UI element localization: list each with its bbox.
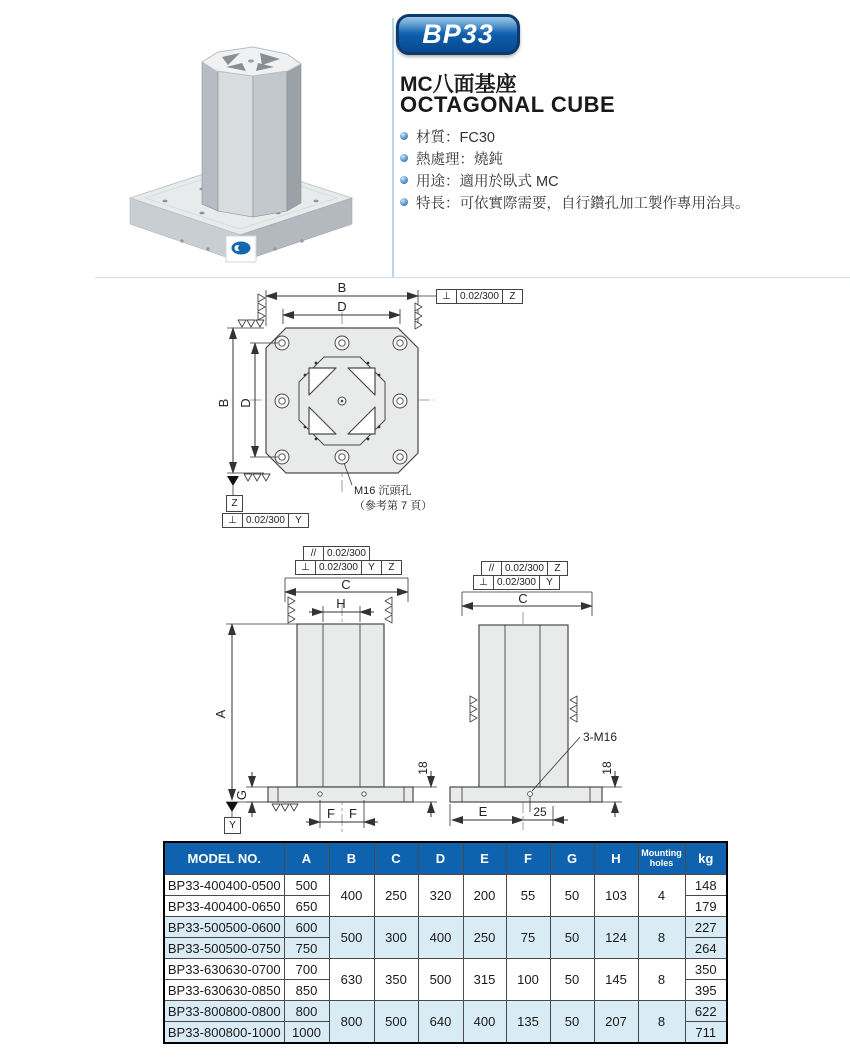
- datum-triangle-z: [227, 476, 239, 486]
- cell-c: 250: [374, 875, 418, 917]
- col-header-kg: kg: [685, 842, 727, 875]
- table-row: [164, 959, 727, 980]
- dim-label-d-left: D: [238, 398, 253, 408]
- cell-a: 1000: [284, 1022, 329, 1044]
- table-row: [164, 1001, 727, 1022]
- col-header-f: F: [506, 842, 550, 875]
- cell-c: 350: [374, 959, 418, 1001]
- gdt-symbol: ⊥: [473, 575, 494, 590]
- cell-a: 600: [284, 917, 329, 938]
- m16-callout-line2: （參考第 7 頁）: [354, 500, 433, 512]
- gdt-value: 0.02/300: [242, 513, 289, 528]
- col-header-holes: Mounting holes: [638, 842, 685, 875]
- datum-box-y: Y: [224, 817, 241, 834]
- cell-model: BP33-500500-0600: [164, 917, 284, 938]
- cell-f: 75: [506, 917, 550, 959]
- spec-text: 特長：可依實際需要，自行鑽孔加工製作專用治具。: [416, 195, 750, 212]
- gdt-frame-side-parallel: [481, 561, 567, 576]
- cell-e: 315: [463, 959, 506, 1001]
- gdt-value: 0.02/300: [501, 561, 548, 576]
- gdt-datum: Y: [539, 575, 560, 590]
- product-title-en: OCTAGONAL CUBE: [400, 92, 616, 117]
- dim-label-b-top: B: [337, 280, 347, 295]
- m16-callout-line1: M16 沉頭孔: [354, 485, 412, 497]
- cell-e: 250: [463, 917, 506, 959]
- cell-kg: 395: [685, 980, 727, 1001]
- spec-item: [400, 125, 750, 147]
- cell-model: BP33-800800-0800: [164, 1001, 284, 1022]
- cell-h: 207: [594, 1001, 638, 1044]
- gdt-datum: Z: [381, 560, 402, 575]
- cell-model: BP33-630630-0700: [164, 959, 284, 980]
- side-view: [450, 591, 622, 830]
- spec-item: [400, 169, 750, 191]
- col-header-b: B: [329, 842, 374, 875]
- dim-label-18-front: 18: [416, 761, 430, 775]
- gdt-value: 0.02/300: [493, 575, 540, 590]
- dim-label-f1: F: [327, 806, 335, 821]
- cell-a: 700: [284, 959, 329, 980]
- gdt-value: 0.02/300: [323, 546, 370, 561]
- col-header-e: E: [463, 842, 506, 875]
- cell-h: 103: [594, 875, 638, 917]
- cell-f: 135: [506, 1001, 550, 1044]
- col-header-c: C: [374, 842, 418, 875]
- cell-d: 500: [418, 959, 463, 1001]
- callout-3m16: 3-M16: [583, 730, 618, 744]
- cell-holes: 8: [638, 1001, 685, 1044]
- cell-holes: 8: [638, 917, 685, 959]
- cell-b: 500: [329, 917, 374, 959]
- m16-callout: [354, 484, 432, 514]
- cell-b: 630: [329, 959, 374, 1001]
- dim-label-e: E: [478, 804, 488, 819]
- spec-item: [400, 191, 750, 213]
- col-header-model: MODEL NO.: [164, 842, 284, 875]
- gdt-frame-topview-right: [436, 289, 522, 304]
- cell-a: 800: [284, 1001, 329, 1022]
- datum-triangle-y: [226, 802, 238, 812]
- cell-kg: 227: [685, 917, 727, 938]
- column-top-center-hole: [248, 59, 254, 62]
- cell-a: 500: [284, 875, 329, 896]
- cell-c: 500: [374, 1001, 418, 1044]
- dim-label-h: H: [336, 596, 346, 611]
- dim-label-25: 25: [533, 805, 547, 819]
- bullet-icon: [400, 154, 408, 162]
- cell-kg: 350: [685, 959, 727, 980]
- table-row: [164, 875, 727, 896]
- cell-model: BP33-630630-0850: [164, 980, 284, 1001]
- gdt-symbol: //: [481, 561, 502, 576]
- front-view-base: [268, 787, 413, 802]
- top-view: [216, 280, 436, 495]
- cell-c: 300: [374, 917, 418, 959]
- dim-label-a: A: [213, 709, 228, 719]
- gdt-symbol: ⊥: [295, 560, 316, 575]
- spec-text: 用途：適用於臥式 MC: [416, 173, 559, 190]
- cell-b: 800: [329, 1001, 374, 1044]
- dim-label-18-side: 18: [600, 761, 614, 775]
- cell-f: 100: [506, 959, 550, 1001]
- dim-label-c-front: C: [341, 577, 351, 592]
- cell-kg: 711: [685, 1022, 727, 1044]
- cell-f: 55: [506, 875, 550, 917]
- technical-drawing: [0, 278, 850, 840]
- product-photo-render: [90, 5, 390, 270]
- product-photo: [90, 5, 390, 270]
- dim-label-g: G: [234, 789, 249, 801]
- spec-text: 材質：FC30: [416, 129, 495, 146]
- dim-label-b-left: B: [216, 398, 231, 408]
- cell-kg: 148: [685, 875, 727, 896]
- side-view-column: [479, 625, 568, 787]
- cell-h: 145: [594, 959, 638, 1001]
- table-header-row: [164, 842, 727, 875]
- col-header-g: G: [550, 842, 594, 875]
- cell-kg: 264: [685, 938, 727, 959]
- cell-h: 124: [594, 917, 638, 959]
- model-badge: BP33: [396, 14, 520, 55]
- cell-kg: 622: [685, 1001, 727, 1022]
- side-view-base: [450, 787, 602, 802]
- cell-g: 50: [550, 875, 594, 917]
- gdt-value: 0.02/300: [315, 560, 362, 575]
- bullet-icon: [400, 132, 408, 140]
- gdt-datum: Y: [288, 513, 309, 528]
- gdt-frame-topview-bottom: [222, 513, 308, 528]
- vertical-divider: [392, 18, 394, 277]
- cell-e: 400: [463, 1001, 506, 1044]
- col-header-d: D: [418, 842, 463, 875]
- cell-holes: 8: [638, 959, 685, 1001]
- cell-d: 400: [418, 917, 463, 959]
- gdt-symbol: //: [303, 546, 324, 561]
- dim-label-d-top: D: [337, 299, 347, 314]
- cell-kg: 179: [685, 896, 727, 917]
- spec-item: [400, 147, 750, 169]
- cell-g: 50: [550, 1001, 594, 1044]
- cell-g: 50: [550, 917, 594, 959]
- product-title-zh: MC八面基座: [400, 73, 517, 96]
- spec-text: 熱處理：燒鈍: [416, 151, 503, 168]
- dim-label-c-side: C: [518, 591, 528, 606]
- gdt-frame-side-perp: [473, 575, 559, 590]
- cell-holes: 4: [638, 875, 685, 917]
- cell-a: 750: [284, 938, 329, 959]
- cell-d: 640: [418, 1001, 463, 1044]
- cell-model: BP33-400400-0500: [164, 875, 284, 896]
- gdt-datum: Y: [361, 560, 382, 575]
- gdt-frame-front-parallel: [303, 546, 369, 561]
- cell-model: BP33-400400-0650: [164, 896, 284, 917]
- brand-logo: [226, 236, 256, 262]
- dim-label-f2: F: [349, 806, 357, 821]
- cell-e: 200: [463, 875, 506, 917]
- gdt-symbol: ⊥: [436, 289, 457, 304]
- cell-model: BP33-500500-0750: [164, 938, 284, 959]
- front-view-column: [297, 624, 384, 787]
- col-header-h: H: [594, 842, 638, 875]
- cell-model: BP33-800800-1000: [164, 1022, 284, 1044]
- gdt-frame-front-perp: [295, 560, 401, 575]
- gdt-symbol: ⊥: [222, 513, 243, 528]
- bullet-icon: [400, 176, 408, 184]
- spec-table: [163, 841, 728, 1044]
- cell-b: 400: [329, 875, 374, 917]
- cell-d: 320: [418, 875, 463, 917]
- datum-box-z: Z: [226, 495, 243, 512]
- bullet-icon: [400, 198, 408, 206]
- table-row: [164, 917, 727, 938]
- cell-a: 650: [284, 896, 329, 917]
- cell-a: 850: [284, 980, 329, 1001]
- front-view: [213, 577, 437, 833]
- spec-list: [400, 125, 750, 213]
- col-header-a: A: [284, 842, 329, 875]
- gdt-datum: Z: [502, 289, 523, 304]
- gdt-datum: Z: [547, 561, 568, 576]
- gdt-value: 0.02/300: [456, 289, 503, 304]
- cell-g: 50: [550, 959, 594, 1001]
